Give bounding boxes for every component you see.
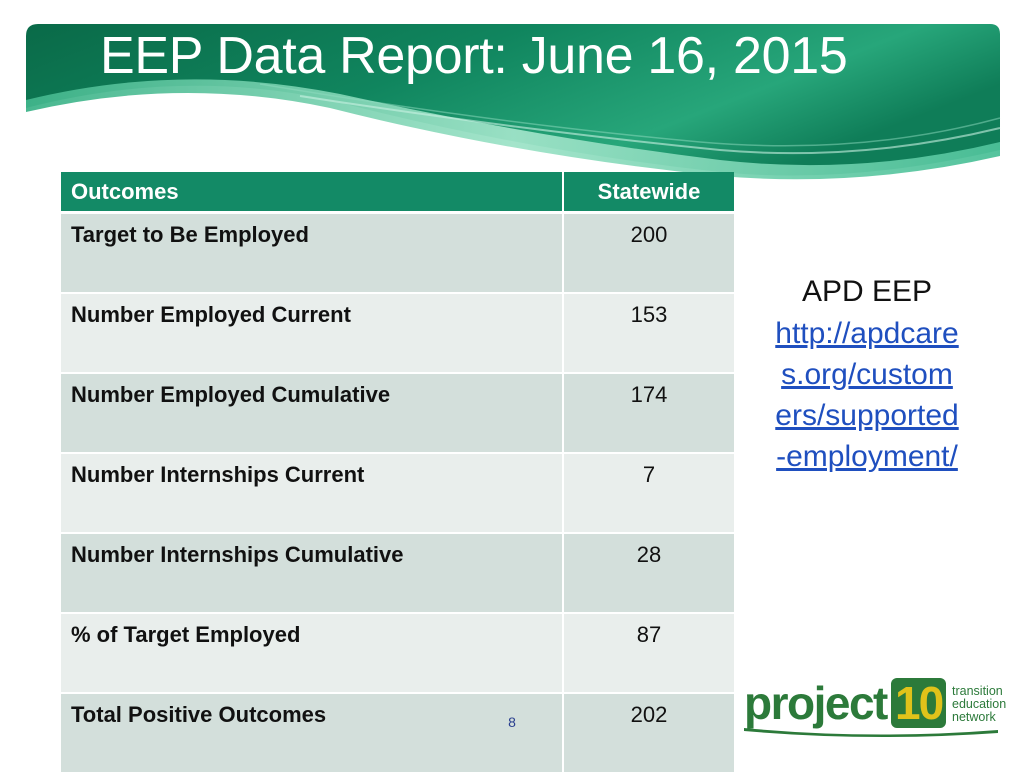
page-number: 8: [508, 714, 516, 730]
row-value: 174: [563, 373, 734, 453]
table-row: [61, 373, 734, 453]
column-header-outcomes: Outcomes: [61, 172, 563, 213]
link-line: http://apdcare: [775, 317, 959, 350]
column-header-statewide: Statewide: [563, 172, 734, 213]
row-label: Total Positive Outcomes: [61, 693, 563, 772]
table-row: [61, 613, 734, 693]
table-header-row: [61, 172, 734, 213]
table-row: [61, 293, 734, 373]
row-value: 200: [563, 213, 734, 294]
row-value: 153: [563, 293, 734, 373]
row-value: 87: [563, 613, 734, 693]
logo-number-badge: 10: [891, 678, 946, 728]
link-line: s.org/custom: [781, 358, 953, 391]
row-label: Target to Be Employed: [61, 213, 563, 294]
link-line: -employment/: [776, 440, 958, 473]
supported-employment-link[interactable]: [752, 313, 982, 477]
project10-logo: [740, 676, 1008, 740]
row-label: Number Employed Current: [61, 293, 563, 373]
logo-swoosh-icon: [740, 724, 1002, 738]
slide-title: EEP Data Report: June 16, 2015: [100, 27, 848, 85]
logo-tagline-line: education: [952, 697, 1007, 711]
row-label: Number Internships Cumulative: [61, 533, 563, 613]
row-label: % of Target Employed: [61, 613, 563, 693]
apd-eep-note: [752, 272, 982, 477]
logo-tagline-line: network: [952, 710, 996, 724]
row-label: Number Employed Cumulative: [61, 373, 563, 453]
table-row: [61, 533, 734, 613]
logo-tagline-line: transition: [952, 684, 1003, 698]
link-line: ers/supported: [775, 399, 959, 432]
table-row: [61, 213, 734, 294]
row-label: Number Internships Current: [61, 453, 563, 533]
logo-wordmark: project: [744, 677, 887, 729]
outcomes-table: [61, 172, 734, 772]
logo-tagline: [952, 685, 1012, 724]
row-value: 7: [563, 453, 734, 533]
row-value: 202: [563, 693, 734, 772]
table-row: [61, 693, 734, 772]
table-row: [61, 453, 734, 533]
apd-eep-title: APD EEP: [801, 275, 933, 308]
row-value: 28: [563, 533, 734, 613]
